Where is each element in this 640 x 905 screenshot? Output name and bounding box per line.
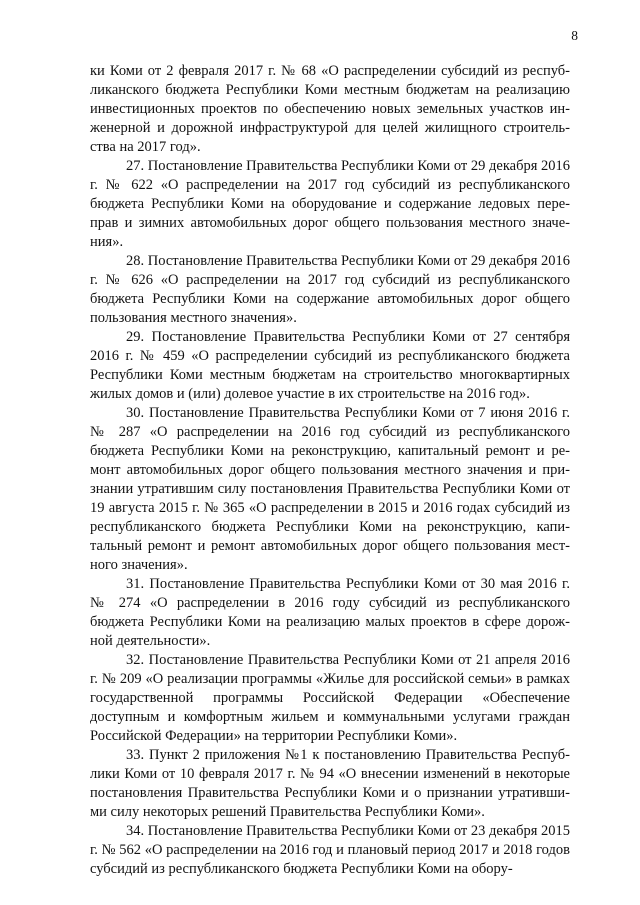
paragraph-item-27: 27. Постановление Правительства Республики Коми от 29 декабря 2016 г. № 622 «О распределении на 2017 год субсидий из республиканского бюджета Республики Коми на оборудование и содержание ледовых пере-прав и зимних автомобильных дорог общего пользования местного значе-ния». bbox=[90, 158, 570, 250]
document-body bbox=[90, 62, 570, 879]
page-number: 8 bbox=[571, 28, 578, 43]
paragraph-item-28: 28. Постановление Правительства Республики Коми от 29 декабря 2016 г. № 626 «О распределении на 2017 год субсидий из республиканского бюджета Республики Коми на содержание автомобильных дорог общего пользования местного значения». bbox=[90, 253, 570, 326]
paragraph-item-34: 34. Постановление Правительства Республики Коми от 23 декабря 2015 г. № 562 «О распределении на 2016 год и плановый период 2017 и 2018 годов субсидий из республиканского бюджета Республики Коми на обору- bbox=[90, 823, 570, 877]
paragraph-item-29: 29. Постановление Правительства Республики Коми от 27 сентября 2016 г. № 459 «О распределении субсидий из республиканского бюджета Республики Коми местным бюджетам на строительство многоквартирных жилых домов и (или) долевое участие в их строительстве на 2016 год». bbox=[90, 329, 570, 402]
paragraph-item-30: 30. Постановление Правительства Республики Коми от 7 июня 2016 г. № 287 «О распределении на 2016 год субсидий из республиканского бюджета Республики Коми на реконструкцию, капитальный ремонт и ре-монт автомобильных дорог общего пользования местного значения и при-знании утратившим силу постановления Правительства Республики Коми от 19 августа 2015 г. № 365 «О распределении в 2015 и 2016 годах субсидий из республиканского бюджета Республики Коми на реконструкцию, капи-тальный ремонт и ремонт автомобильных дорог общего пользования мест-ного значения». bbox=[90, 405, 570, 573]
paragraph-item-31: 31. Постановление Правительства Республики Коми от 30 мая 2016 г. № 274 «О распределении в 2016 году субсидий из республиканского бюджета Республики Коми на реализацию малых проектов в сфере дорож-ной деятельности». bbox=[90, 576, 570, 649]
paragraph-continuation: ки Коми от 2 февраля 2017 г. № 68 «О распределении субсидий из респуб-ликанского бюджета Республики Коми местным бюджетам на реализацию инвестиционных проектов по обеспечению новых земельных участков ин-женерной и дорожной инфраструктурой для целей жилищного строитель-ства на 2017 год». bbox=[90, 63, 570, 155]
paragraph-item-32: 32. Постановление Правительства Республики Коми от 21 апреля 2016 г. № 209 «О реализации программы «Жилье для российской семьи» в рамках государственной программы Российской Федерации «Обеспечение доступным и комфортным жильем и коммунальными услугами граждан Российской Федерации» на территории Республики Коми». bbox=[90, 652, 570, 744]
paragraph-item-33: 33. Пункт 2 приложения №1 к постановлению Правительства Респуб-лики Коми от 10 февраля 2017 г. № 94 «О внесении изменений в некоторые постановления Правительства Республики Коми и о признании утративши-ми силу некоторых решений Правительства Республики Коми». bbox=[90, 747, 570, 820]
